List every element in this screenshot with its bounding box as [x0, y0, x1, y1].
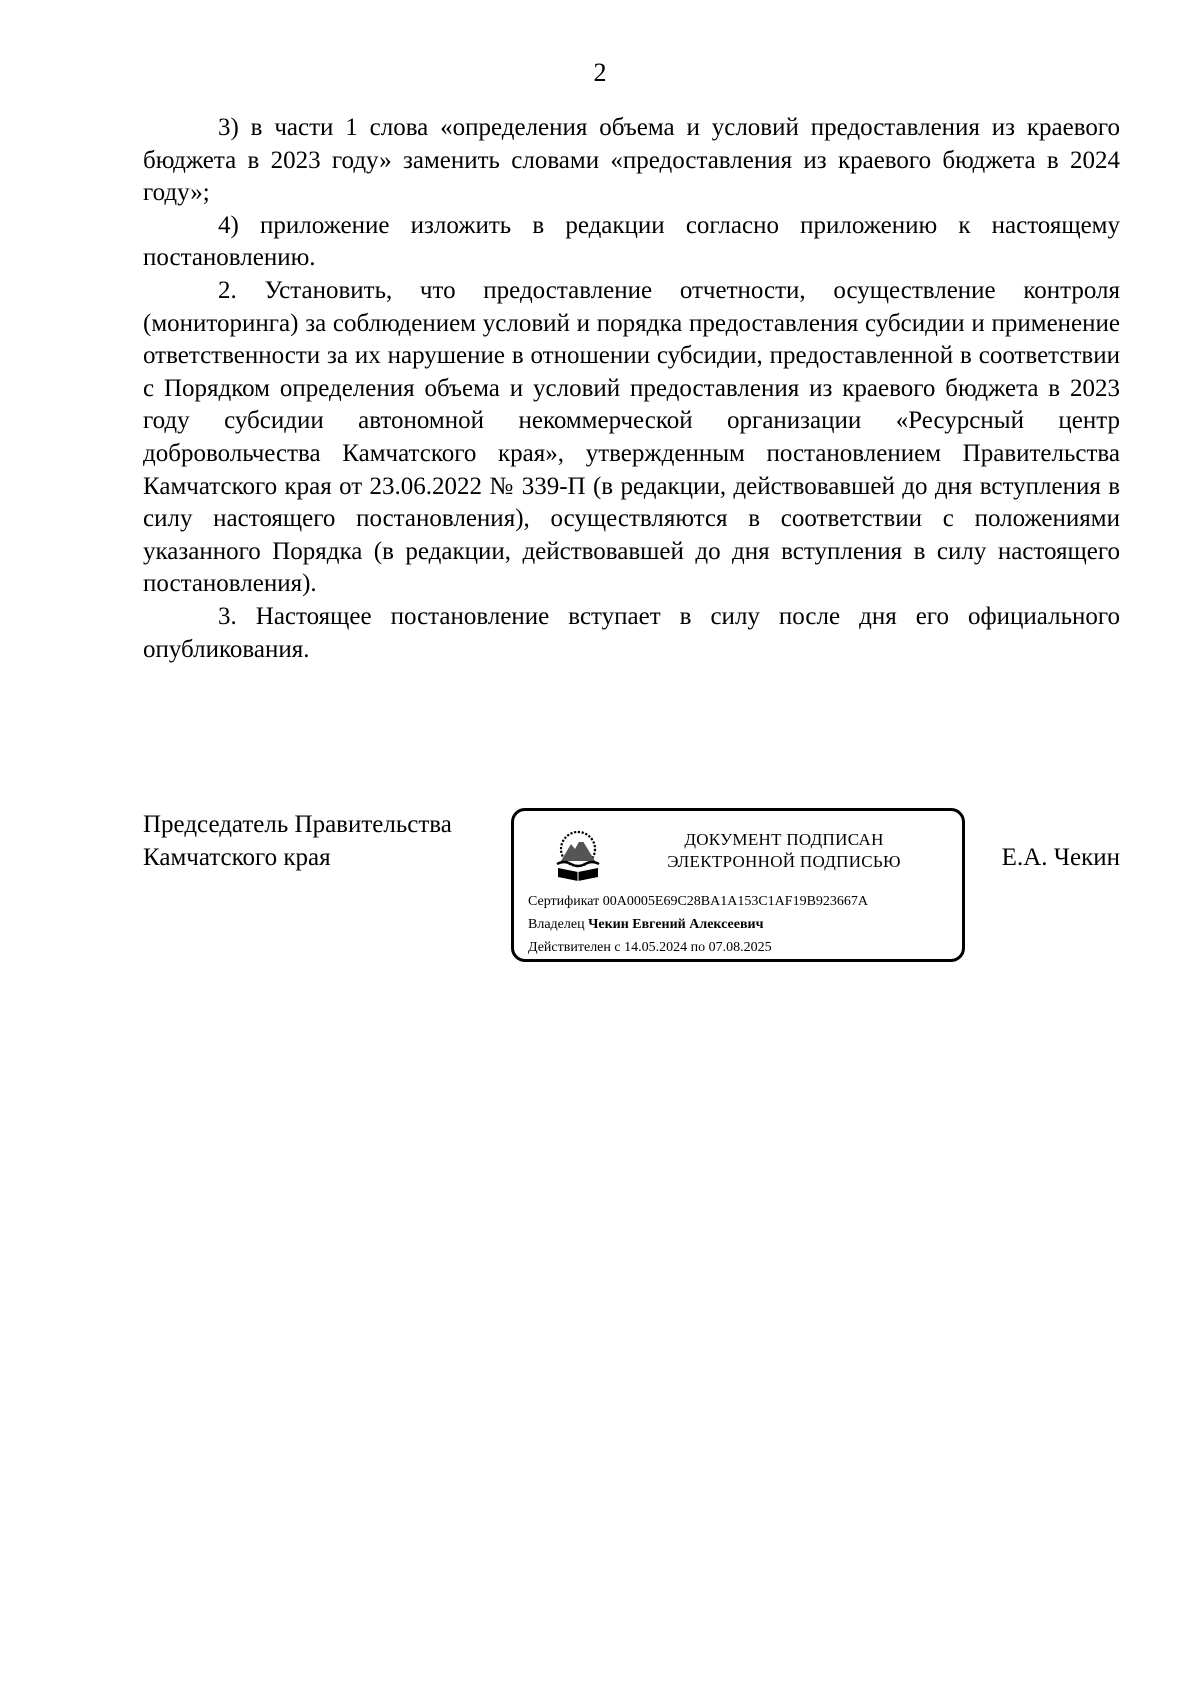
- signer-position-line: Камчатского края: [143, 844, 331, 871]
- certificate-label: Сертификат: [528, 894, 600, 909]
- signer-position: [143, 808, 452, 874]
- validity-row: [528, 939, 772, 957]
- owner-value: Чекин Евгений Алексеевич: [588, 917, 764, 932]
- valid-to: 07.08.2025: [708, 940, 772, 955]
- paragraph: 3) в части 1 слова «определения объема и условий предоставления из краевого бюджета в 2023 году» заменить словами «предоставления из краевого бюджета в 2024 году»;: [143, 114, 1120, 207]
- paragraph: 3. Настоящее постановление вступает в силу после дня его официального опубликования.: [143, 602, 1120, 663]
- valid-to-label: по: [690, 940, 706, 955]
- coat-of-arms-icon: [552, 827, 604, 885]
- owner-row: [528, 916, 763, 934]
- owner-label: Владелец: [528, 917, 585, 932]
- stamp-heading: [614, 829, 954, 873]
- paragraph: 2. Установить, что предоставление отчетности, осуществление контроля (мониторинга) за соблюдением условий и порядка предоставления субсидии и применение ответственности за их нарушение в отношении субсидии, предоставленной в соответствии с Порядком определения объема и условий предоставления из краевого бюджета в 2023 году субсидии автономной некоммерческой организации «Ресурсный центр добровольчества Камчатского края», утвержденным постановлением Правительства Камчатского края от 23.06.2022 № 339-П (в редакции, действовавшей до дня вступления в силу настоящего постановления), осуществляются в соответствии с положениями указанного Порядка (в редакции, действовавшей до дня вступления в силу настоящего постановления).: [143, 276, 1120, 598]
- document-body: [143, 112, 1120, 666]
- page-number: 2: [593, 58, 607, 87]
- valid-label: Действителен с: [528, 940, 621, 955]
- signer-name: Е.А. Чекин: [1001, 844, 1120, 871]
- stamp-heading-line: ДОКУМЕНТ ПОДПИСАН: [684, 830, 884, 849]
- signer-position-line: Председатель Правительства: [143, 811, 452, 838]
- paragraph: 4) приложение изложить в редакции согласно приложению к настоящему постановлению.: [143, 211, 1120, 272]
- electronic-signature-stamp: [511, 808, 965, 962]
- certificate-value: 00A0005E69C28BA1A153C1AF19B923667A: [602, 894, 869, 909]
- certificate-row: [528, 893, 868, 911]
- stamp-heading-line: ЭЛЕКТРОННОЙ ПОДПИСЬЮ: [667, 852, 901, 871]
- valid-from: 14.05.2024: [624, 940, 688, 955]
